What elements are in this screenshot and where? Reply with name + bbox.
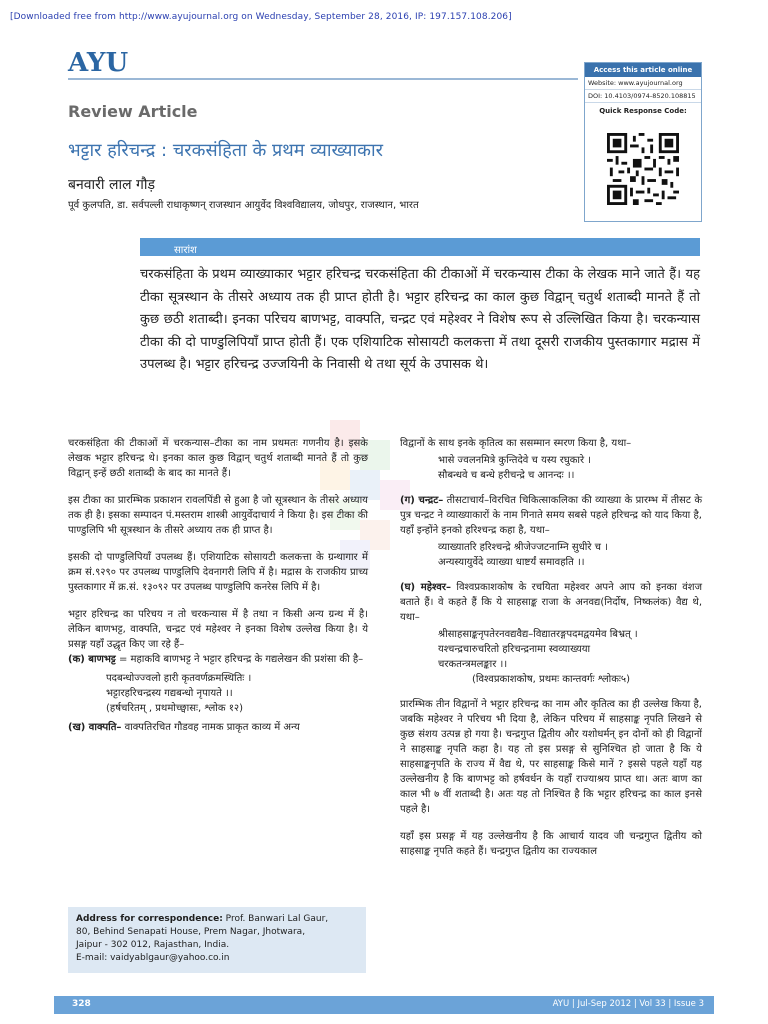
correspondence-name: Prof. Banwari Lal Gaur,: [225, 914, 329, 924]
section-kha: [68, 720, 368, 735]
address-line: 80, Behind Senapati House, Prem Nagar, Jhotwara,: [76, 927, 306, 937]
correspondence-label: Address for correspondence:: [76, 914, 223, 924]
correspondence-box: [68, 907, 366, 973]
body-column-right: [400, 436, 702, 871]
section-ka-heading: (क) बाणभट्ट: [68, 654, 116, 665]
verse-line: अन्यस्यायुर्वेदे व्याख्या धाष्टर्यं समावहति ।।: [438, 557, 585, 568]
verse-line: भट्टारहरिचन्द्रस्य गद्यबन्धो नृपायते ।।: [106, 688, 233, 699]
verse-line: भासे ज्वलनमित्रे कुन्तिदेवे च यस्य रघुकारे ।: [438, 455, 592, 466]
body-column-left: [68, 436, 368, 747]
email-link[interactable]: E-mail: vaidyablgaur@yahoo.co.in: [76, 953, 230, 963]
access-article-box: [584, 62, 702, 222]
body-paragraph: इस टीका का प्रारम्भिक प्रकाशन रावलपिंडी से हुआ है जो सूत्रस्थान के तीसरे अध्याय तक ही है। इसका सम्पादन पं.मस्तराम शास्त्री आयुर्वेदाचार्य ने किया है। इस टीका की पाण्डुलिपि भी सूत्रस्थान के तीसरे अध्याय तक ही प्राप्त है।: [68, 495, 368, 536]
download-banner: [Downloaded free from http://www.ayujournal.org on Wednesday, September 28, 2016, IP: 197.157.108.206]: [10, 12, 512, 22]
body-paragraph: विद्वानों के साथ इनके कृतित्व का ससम्मान स्मरण किया है, यथा–: [400, 438, 632, 449]
access-header: Access this article online: [585, 63, 701, 77]
section-gha-heading: (घ) महेश्वर–: [400, 582, 451, 593]
qr-label: Quick Response Code:: [599, 107, 687, 115]
verse-citation: (हर्षचरितम् , प्रथमोच्छ्वासः, श्लोक १२): [106, 703, 243, 714]
verse-line: यश्चन्द्रचारुचरितो हरिचन्द्रनामा स्वव्याख्यया: [438, 644, 591, 655]
section-kha-text: वाक्पतिरचित गौडवह नामक प्राकृत काव्य में अन्य: [124, 722, 300, 733]
abstract-text: चरकसंहिता के प्रथम व्याख्याकार भट्टार हरिचन्द्र चरकसंहिता की टीकाओं में चरकन्यास टीका के लेखक माने जाते हैं। यह टीका सूत्रस्थान के तीसरे अध्याय तक ही प्राप्त होती है। भट्टार हरिचन्द्र का काल कुछ विद्वान् चतुर्थ शताब्दी मानते हैं तो कुछ छठी शताब्दी। इनका परिचय बाणभट्ट, वाक्पति, चन्द्रट एवं महेश्वर ने विशेष रूप से उल्लिखित किया है। चरकन्यास टीका की दो पाण्डुलिपियाँ प्राप्त होती हैं। एक एशियाटिक सोसायटी कलकत्ता में तथा दूसरी राजकीय पुस्तकागार मद्रास में उपलब्ध है। भट्टार हरिचन्द्र उज्जयिनी के निवासी थे तथा सूर्य के उपासक थे।: [140, 267, 700, 372]
abstract-heading-bar: [140, 238, 700, 256]
section-ga-text: तीसटाचार्य–विरचित चिकित्साकलिका की व्याख्या के प्रारम्भ में तीसट के पुत्र चन्द्रट ने व्याख्याकारों के नाम गिनाते समय सबसे पहले हरिचन्द्र को याद किया है, यहाँ इन्होंने इनको हरिश्चन्द्र कहा है, यथा–: [400, 495, 703, 536]
verse-line: व्याख्यातरि हरिश्चन्द्रे श्रीजेज्जटनाम्नि सुधीरे च ।: [438, 542, 608, 553]
section-kha-heading: (ख) वाक्पति–: [68, 722, 122, 733]
website-link[interactable]: Website: www.ayujournal.org: [585, 77, 701, 90]
section-ga: [400, 493, 702, 538]
section-gha: [400, 580, 702, 625]
article-title: भट्टार हरिचन्द्र : चरकसंहिता के प्रथम व्याख्याकार: [68, 140, 384, 161]
body-paragraph: प्रारम्भिक तीन विद्वानों ने भट्टार हरिचन्द्र का नाम और कृतित्व का ही उल्लेख किया है, जबकि महेश्वर ने परिचय भी दिया है, लेकिन परिचय में साहसाङ्क नृपति लिखने से कुछ संशय उत्पन्न हो गया है। चन्द्रगुप्त द्वितीय और यशोधर्मन् इन दोनों को ही विद्वानों ने साहसाङ्क नृपति कहा है। यह तो इस प्रसङ्ग से सुनिश्चित हो जाता है कि ये साहसाङ्कनृपति के राज्य में वैद्य थे, पर साहसाङ्क किसे मानें ? इससे पहले यहाँ यह उल्लेखनीय है कि बाणभट्ट को हर्षवर्धन के यहाँ राज्याश्रय प्राप्त था। अतः बाण का काल भी ७ वीं शताब्दी है। अतः यह तो निश्चित है कि भट्टार हरिचन्द्र का काल इनसे पहले है।: [400, 699, 702, 815]
article-type: Review Article: [68, 102, 198, 121]
verse-citation: (विश्वप्रकाशकोष, प्रथमः कान्तवर्गः श्लोकः५): [471, 674, 631, 685]
section-gha-text: विश्वप्रकाशकोष के रचयिता महेश्वर अपने आप को इनका वंशज बताते हैं। वे कहते हैं कि ये साहसाङ्क राजा के अनवद्य(निर्दोष, निष्कलंक) वैद्य थे, यथा–: [400, 582, 702, 623]
journal-issue-info: AYU | Jul-Sep 2012 | Vol 33 | Issue 3: [552, 999, 704, 1009]
body-paragraph: चरकसंहिता की टीकाओं में चरकन्यास–टीका का नाम प्रथमतः गणनीय है। इसके लेखक भट्टार हरिचन्द्र थे। इनका काल कुछ विद्वान् चतुर्थ शताब्दी मानते हैं तो कुछ विद्वान् इन्हें छठी शताब्दी के बाद का मानते हैं।: [68, 438, 368, 479]
verse-line: चरकतन्त्रमलङ्कार ।।: [438, 659, 508, 670]
qr-code-icon[interactable]: [607, 133, 679, 205]
abstract-heading: सारांश: [174, 245, 197, 256]
verse-line: पदबन्धोज्ज्वलो हारी कृतवर्णक्रमस्थितिः ।: [106, 673, 252, 684]
author-affiliation: पूर्व कुलपति, डा. सर्वपल्ली राधाकृष्णन् राजस्थान आयुर्वेद विश्वविद्यालय, जोधपुर, राजस्थान, भारत: [68, 200, 419, 211]
body-paragraph: इसकी दो पाण्डुलिपियाँ उपलब्ध हैं। एशियाटिक सोसायटी कलकत्ता के ग्रन्थागार में क्रम सं.९२९० पर उपलब्ध पाण्डुलिपि देवनागरी लिपि में है। मद्रास के राजकीय प्राच्य पुस्तकागार में क्र.सं. १३०९२ पर उपलब्ध पाण्डुलिपि कनरेस लिपि में है।: [68, 552, 368, 593]
page-footer: [54, 996, 714, 1014]
body-paragraph: यहाँ इस प्रसङ्ग में यह उल्लेखनीय है कि आचार्य यादव जी चन्द्रगुप्त द्वितीय को साहसाङ्क नृपति कहते हैं। चन्द्रगुप्त द्वितीय का राज्यकाल: [400, 831, 702, 857]
section-ga-heading: (ग) चन्द्रट–: [400, 495, 444, 506]
body-paragraph: भट्टार हरिचन्द्र का परिचय न तो चरकन्यास में है तथा न किसी अन्य ग्रन्थ में है। लेकिन बाणभट्ट, वाक्पति, चन्द्रट एवं महेश्वर ने इनका विशेष उल्लेख किया है। ये प्रसङ्ग यहाँ उद्धृत किए जा रहे हैं–: [68, 609, 368, 650]
section-ka: [68, 652, 368, 667]
doi-link[interactable]: DOI: 10.4103/0974-8520.108815: [585, 90, 701, 103]
page-number: 328: [72, 999, 91, 1009]
verse-line: सौबन्धवे च बन्धे हरीचन्द्रे च आनन्दः ।।: [438, 470, 575, 481]
verse-line: श्रीसाहसाङ्कनृपतेरनवद्यवैद्य–विद्यातरङ्गपदमद्वयमेव बिभ्रत् ।: [438, 629, 638, 640]
section-ka-text: = महाकवि बाणभट्ट ने भट्टार हरिचन्द्र के गद्यलेखन की प्रशंसा की है–: [118, 654, 364, 665]
address-line: Jaipur - 302 012, Rajasthan, India.: [76, 940, 230, 950]
author-name: बनवारी लाल गौड़: [68, 177, 156, 193]
header-rule: [68, 78, 578, 80]
journal-logo: AYU: [68, 48, 129, 78]
